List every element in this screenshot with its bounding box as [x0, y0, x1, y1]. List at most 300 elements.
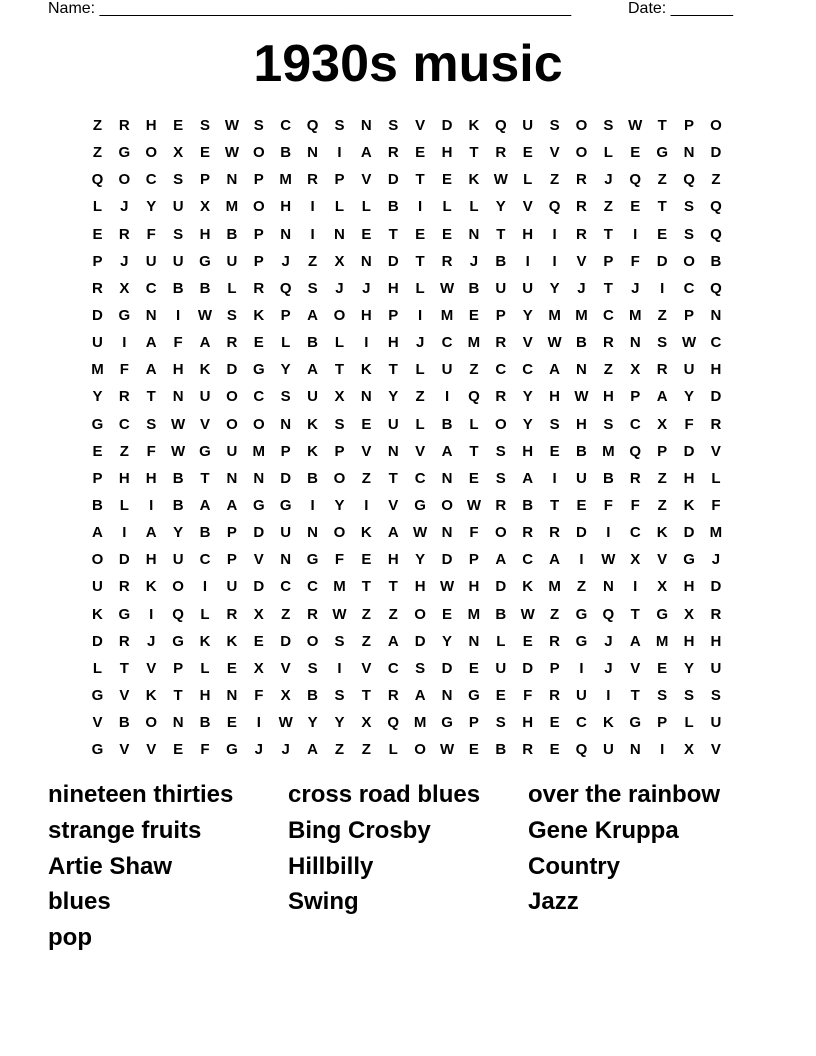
grid-letter: S — [710, 686, 721, 704]
grid-letter: P — [253, 252, 264, 270]
grid-letter: T — [173, 686, 183, 704]
grid-letter: B — [172, 469, 184, 487]
grid-letter: W — [439, 578, 455, 596]
grid-letter: S — [226, 306, 237, 324]
grid-letter: R — [549, 686, 560, 704]
grid-letter: L — [469, 415, 479, 433]
word-list-item: strange fruits — [48, 816, 202, 844]
grid-letter: S — [549, 117, 560, 134]
grid-letter: I — [633, 578, 638, 596]
grid-letter: G — [656, 605, 668, 623]
grid-letter: V — [576, 252, 587, 270]
grid-letter: K — [522, 578, 534, 596]
grid-letter: T — [603, 279, 613, 297]
grid-letter: E — [468, 469, 479, 487]
grid-letter: E — [657, 659, 668, 677]
grid-letter: E — [415, 144, 426, 162]
grid-letter: I — [552, 252, 557, 270]
grid-letter: Y — [684, 388, 695, 406]
grid-letter: E — [468, 306, 479, 324]
grid-letter: N — [576, 361, 587, 379]
grid-letter: E — [226, 659, 237, 677]
grid-letter: T — [388, 469, 398, 487]
grid-letter: R — [495, 496, 507, 514]
grid-letter: G — [306, 551, 319, 569]
grid-letter: N — [629, 741, 641, 759]
grid-letter: Y — [495, 198, 506, 216]
grid-letter: E — [630, 144, 641, 162]
grid-letter: M — [91, 361, 104, 379]
grid-letter: M — [575, 306, 588, 324]
grid-letter: F — [469, 524, 479, 542]
grid-letter: X — [684, 605, 695, 623]
grid-letter: L — [603, 144, 613, 162]
grid-letter: C — [145, 171, 157, 189]
grid-letter: U — [602, 741, 614, 759]
word-list-item: over the rainbow — [528, 781, 721, 808]
grid-letter: M — [548, 578, 561, 596]
grid-letter: C — [683, 279, 695, 297]
grid-letter: Y — [415, 551, 426, 569]
grid-letter: K — [683, 496, 695, 514]
grid-letter: V — [119, 741, 130, 759]
grid-letter: P — [657, 714, 668, 732]
grid-letter: T — [630, 605, 640, 623]
grid-letter: U — [495, 279, 507, 297]
grid-letter: M — [467, 605, 481, 623]
grid-letter: J — [120, 252, 129, 270]
grid-letter: C — [307, 578, 318, 596]
grid-letter: C — [576, 714, 587, 732]
grid-letter: F — [173, 334, 183, 352]
grid-letter: Q — [306, 117, 319, 134]
grid-letter: H — [145, 469, 157, 487]
grid-letter: Y — [442, 632, 453, 650]
grid-letter: I — [660, 741, 665, 759]
grid-letter: Z — [657, 469, 667, 487]
grid-letter: M — [225, 198, 239, 216]
grid-letter: X — [657, 415, 668, 433]
grid-letter: G — [279, 496, 292, 514]
grid-letter: N — [441, 686, 453, 704]
grid-letter: D — [441, 117, 453, 134]
grid-letter: S — [388, 117, 399, 134]
grid-letter: W — [197, 306, 213, 324]
grid-letter: B — [226, 225, 238, 243]
grid-letter: H — [199, 686, 211, 704]
word-list-item: Country — [528, 852, 620, 880]
grid-letter: H — [118, 469, 130, 487]
grid-letter: L — [415, 361, 425, 379]
grid-letter: P — [92, 469, 103, 487]
grid-letter: R — [629, 469, 641, 487]
grid-letter: S — [495, 469, 506, 487]
grid-letter: U — [522, 279, 534, 297]
grid-letter: O — [710, 117, 722, 134]
grid-letter: E — [549, 442, 560, 460]
grid-letter: H — [683, 632, 695, 650]
grid-letter: D — [710, 144, 722, 162]
grid-letter: I — [149, 605, 154, 623]
grid-letter: R — [118, 578, 130, 596]
word-list — [48, 778, 768, 957]
grid-letter: S — [684, 198, 695, 216]
grid-letter: T — [603, 225, 613, 243]
grid-letter: J — [577, 279, 586, 297]
grid-letter: G — [226, 741, 238, 759]
grid-letter: N — [360, 388, 372, 406]
grid-letter: I — [525, 252, 530, 270]
grid-letter: N — [334, 225, 345, 243]
grid-letter: S — [307, 279, 318, 297]
grid-letter: N — [280, 551, 292, 569]
grid-letter: S — [200, 117, 211, 134]
grid-letter: C — [280, 578, 292, 596]
grid-letter: R — [710, 605, 722, 623]
grid-letter: U — [495, 659, 507, 677]
grid-letter: L — [361, 198, 371, 216]
grid-letter: E — [361, 225, 372, 243]
grid-letter: W — [171, 415, 186, 433]
grid-letter: O — [252, 198, 265, 216]
grid-letter: R — [549, 524, 560, 542]
grid-letter: V — [415, 117, 426, 134]
grid-letter: C — [118, 415, 130, 433]
grid-letter: J — [711, 551, 721, 569]
grid-letter: F — [146, 225, 156, 243]
grid-letter: R — [576, 198, 587, 216]
grid-letter: R — [576, 171, 587, 189]
grid-letter: H — [199, 225, 211, 243]
grid-letter: N — [280, 415, 292, 433]
grid-letter: N — [602, 578, 614, 596]
grid-letter: I — [418, 306, 423, 324]
grid-letter: E — [442, 605, 453, 623]
grid-letter: O — [226, 415, 238, 433]
grid-letter: G — [252, 496, 265, 514]
grid-letter: M — [602, 442, 615, 460]
grid-letter: O — [575, 117, 588, 134]
grid-letter: R — [226, 334, 238, 352]
grid-letter: U — [199, 388, 211, 406]
grid-letter: Y — [522, 306, 533, 324]
grid-letter: N — [468, 632, 480, 650]
grid-letter: U — [683, 361, 695, 379]
grid-letter: V — [200, 415, 211, 433]
grid-letter: K — [656, 524, 668, 542]
grid-letter: B — [199, 714, 211, 732]
grid-letter: P — [253, 171, 264, 189]
grid-letter: A — [145, 334, 157, 352]
grid-letter: W — [224, 117, 239, 134]
grid-letter: D — [656, 252, 668, 270]
grid-letter: D — [387, 252, 399, 270]
grid-letter: K — [145, 578, 157, 596]
grid-letter: U — [92, 578, 103, 596]
grid-letter: E — [92, 225, 103, 243]
grid-letter: S — [415, 659, 426, 677]
grid-letter: Q — [279, 279, 292, 297]
grid-letter: I — [579, 659, 584, 677]
grid-letter: G — [172, 632, 184, 650]
grid-letter: D — [253, 578, 265, 596]
grid-letter: P — [334, 171, 345, 189]
grid-letter: S — [334, 632, 345, 650]
grid-letter: F — [630, 496, 640, 514]
grid-letter: H — [683, 469, 695, 487]
grid-letter: P — [684, 117, 695, 134]
word-list-item: cross road blues — [288, 781, 481, 808]
grid-letter: W — [628, 117, 643, 134]
grid-letter: K — [307, 442, 318, 460]
grid-letter: J — [631, 279, 640, 297]
word-list-item: Artie Shaw — [48, 852, 173, 880]
grid-letter: G — [575, 632, 588, 650]
grid-letter: A — [199, 334, 211, 352]
grid-letter: M — [548, 306, 561, 324]
grid-letter: I — [310, 198, 315, 216]
grid-letter: D — [280, 469, 292, 487]
grid-letter: U — [145, 252, 157, 270]
grid-letter: A — [387, 632, 399, 650]
grid-letter: R — [495, 388, 507, 406]
grid-letter: H — [441, 144, 453, 162]
grid-letter: O — [252, 415, 265, 433]
grid-letter: N — [307, 524, 318, 542]
grid-letter: R — [495, 144, 507, 162]
grid-letter: V — [522, 334, 533, 352]
grid-letter: B — [307, 334, 318, 352]
grid-letter: X — [657, 578, 668, 596]
grid-letter: R — [549, 632, 560, 650]
grid-letter: K — [602, 714, 614, 732]
grid-letter: A — [307, 306, 318, 324]
grid-letter: V — [253, 551, 264, 569]
grid-letter: R — [253, 279, 265, 297]
grid-letter: C — [145, 279, 157, 297]
grid-letter: B — [387, 198, 399, 216]
grid-letter: Z — [361, 605, 371, 623]
grid-letter: K — [199, 361, 211, 379]
grid-letter: M — [629, 306, 642, 324]
grid-letter: K — [145, 686, 157, 704]
grid-letter: C — [441, 334, 453, 352]
grid-letter: L — [684, 714, 694, 732]
grid-letter: X — [280, 686, 291, 704]
grid-letter: X — [119, 279, 130, 297]
grid-letter: G — [468, 686, 480, 704]
grid-letter: E — [415, 225, 426, 243]
grid-letter: H — [602, 388, 614, 406]
grid-letter: Z — [361, 632, 371, 650]
grid-letter: I — [552, 469, 557, 487]
grid-letter: H — [549, 388, 560, 406]
grid-letter: C — [199, 551, 211, 569]
grid-letter: U — [387, 415, 399, 433]
grid-letter: U — [172, 551, 184, 569]
grid-letter: Y — [522, 388, 533, 406]
grid-letter: Q — [387, 714, 400, 732]
grid-letter: Z — [388, 605, 398, 623]
grid-letter: F — [603, 496, 613, 514]
grid-letter: C — [387, 659, 399, 677]
grid-letter: D — [226, 361, 238, 379]
grid-letter: A — [629, 632, 641, 650]
grid-letter: K — [226, 632, 238, 650]
grid-letter: T — [119, 659, 129, 677]
grid-letter: O — [145, 144, 158, 162]
grid-letter: I — [660, 279, 665, 297]
grid-letter: S — [495, 442, 506, 460]
grid-letter: O — [306, 632, 319, 650]
grid-letter: J — [604, 632, 613, 650]
grid-letter: B — [118, 714, 130, 732]
grid-letter: J — [281, 741, 290, 759]
grid-letter: E — [468, 741, 479, 759]
grid-letter: W — [601, 551, 616, 569]
grid-letter: B — [468, 279, 480, 297]
grid-letter: Y — [146, 198, 157, 216]
grid-letter: O — [91, 551, 104, 569]
grid-letter: J — [335, 279, 344, 297]
grid-letter: A — [92, 524, 103, 542]
grid-letter: E — [442, 171, 453, 189]
grid-letter: U — [441, 361, 453, 379]
grid-letter: X — [630, 551, 641, 569]
grid-letter: R — [118, 117, 130, 134]
grid-letter: B — [710, 252, 722, 270]
grid-letter: F — [523, 686, 533, 704]
grid-letter: A — [307, 361, 318, 379]
word-list-item: Swing — [288, 888, 359, 916]
grid-letter: S — [603, 415, 614, 433]
grid-letter: S — [146, 415, 157, 433]
grid-letter: A — [549, 551, 560, 569]
grid-letter: P — [657, 442, 668, 460]
grid-letter: Y — [280, 361, 291, 379]
grid-letter: X — [334, 252, 345, 270]
grid-letter: U — [226, 252, 238, 270]
grid-letter: Y — [307, 714, 318, 732]
grid-letter: P — [200, 171, 211, 189]
grid-letter: D — [118, 551, 130, 569]
grid-letter: E — [442, 225, 453, 243]
grid-letter: O — [172, 578, 184, 596]
grid-letter: B — [522, 496, 534, 514]
grid-letter: U — [226, 442, 238, 460]
grid-letter: T — [146, 388, 156, 406]
grid-letter: D — [683, 442, 695, 460]
grid-letter: Y — [388, 388, 399, 406]
grid-letter: Y — [684, 659, 695, 677]
grid-letter: I — [256, 714, 261, 732]
grid-letter: T — [415, 252, 425, 270]
grid-letter: E — [92, 442, 103, 460]
grid-letter: F — [254, 686, 264, 704]
grid-letter: U — [710, 659, 722, 677]
grid-letter: N — [226, 171, 238, 189]
grid-letter: I — [337, 144, 342, 162]
grid-letter: R — [710, 415, 722, 433]
grid-letter: B — [199, 524, 211, 542]
grid-letter: P — [280, 442, 291, 460]
grid-letter: L — [227, 279, 237, 297]
grid-letter: L — [281, 334, 291, 352]
grid-letter: N — [172, 714, 184, 732]
grid-letter: I — [579, 551, 584, 569]
grid-letter: K — [307, 415, 318, 433]
grid-letter: S — [280, 388, 291, 406]
grid-letter: O — [575, 144, 588, 162]
grid-letter: Z — [334, 741, 345, 759]
grid-letter: D — [683, 524, 695, 542]
grid-letter: C — [602, 306, 614, 324]
grid-letter: I — [364, 496, 369, 514]
grid-letter: N — [226, 686, 238, 704]
grid-letter: V — [630, 659, 641, 677]
grid-letter: L — [200, 659, 210, 677]
grid-letter: E — [576, 496, 587, 514]
grid-letter: P — [630, 388, 641, 406]
grid-letter: A — [414, 686, 426, 704]
grid-letter: R — [387, 686, 399, 704]
grid-letter: D — [576, 524, 587, 542]
grid-letter: Q — [548, 198, 561, 216]
word-list-item: Gene Kruppa — [528, 816, 679, 844]
name-field-label: Name: _____________________________________________________ — [48, 0, 572, 17]
grid-letter: D — [387, 171, 399, 189]
grid-letter: O — [252, 144, 265, 162]
grid-letter: M — [440, 306, 454, 324]
grid-letter: X — [253, 659, 264, 677]
grid-letter: P — [226, 524, 237, 542]
grid-letter: B — [495, 741, 507, 759]
grid-letter: L — [92, 659, 103, 677]
grid-letter: Z — [361, 741, 371, 759]
grid-letter: N — [253, 469, 265, 487]
grid-letter: H — [683, 578, 695, 596]
grid-letter: B — [172, 496, 184, 514]
grid-letter: G — [575, 605, 588, 623]
grid-letter: I — [149, 496, 154, 514]
grid-letter: H — [387, 334, 399, 352]
grid-letter: V — [119, 686, 130, 704]
grid-letter: V — [415, 442, 426, 460]
grid-letter: R — [307, 605, 318, 623]
grid-letter: S — [657, 334, 668, 352]
grid-letter: P — [173, 659, 184, 677]
grid-letter: L — [415, 415, 425, 433]
grid-letter: G — [656, 144, 668, 162]
grid-letter: Q — [468, 388, 480, 406]
grid-letter: D — [441, 659, 453, 677]
grid-letter: Z — [415, 388, 425, 406]
grid-letter: R — [226, 605, 238, 623]
grid-letter: G — [441, 714, 453, 732]
grid-letter: I — [606, 524, 611, 542]
grid-letter: B — [199, 279, 211, 297]
grid-letter: J — [604, 659, 613, 677]
letter-grid — [84, 112, 729, 763]
grid-letter: V — [146, 741, 157, 759]
grid-letter: P — [549, 659, 560, 677]
grid-letter: C — [710, 334, 722, 352]
grid-letter: Z — [469, 361, 479, 379]
grid-letter: V — [549, 144, 560, 162]
grid-letter: R — [602, 334, 614, 352]
grid-letter: P — [603, 252, 614, 270]
grid-letter: A — [145, 361, 157, 379]
